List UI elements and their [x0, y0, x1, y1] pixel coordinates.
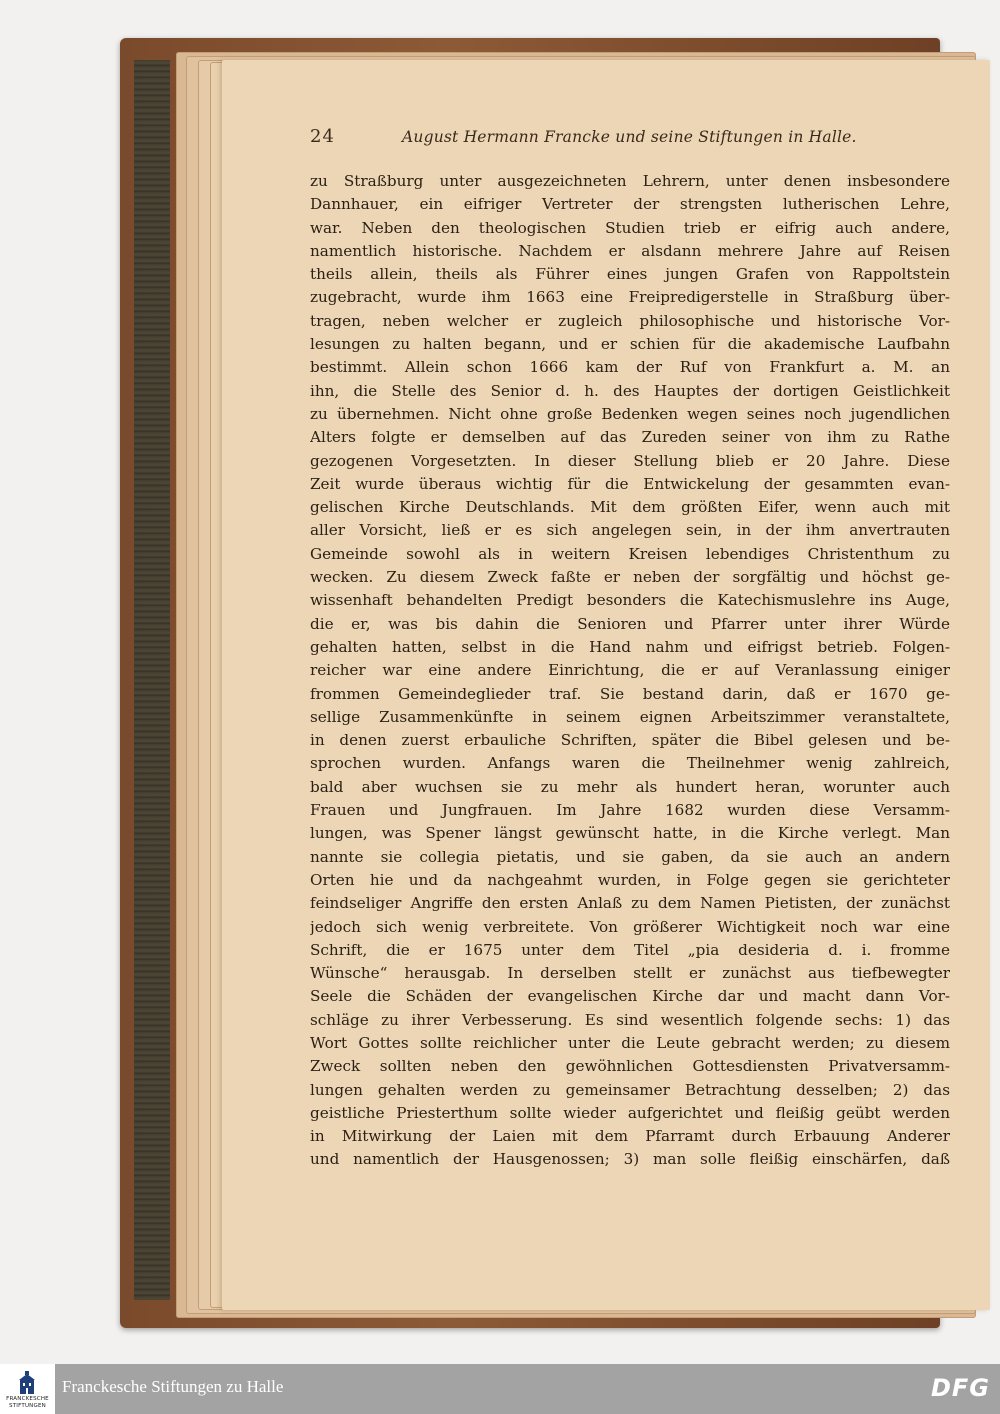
footer-bar	[0, 1364, 1000, 1414]
text-line: und namentlich der Hausgenossen; 3) man solle fleißig einschärfen, daß	[310, 1150, 950, 1169]
orphanage-icon	[17, 1370, 37, 1396]
text-line: theils allein, theils als Führer eines jungen Grafen von Rappoltstein	[310, 265, 950, 284]
text-line: bald aber wuchsen sie zu mehr als hundert heran, worunter auch	[310, 777, 950, 796]
text-line: tragen, neben welcher er zugleich philosophische und historische Vor-	[310, 311, 950, 330]
text-line: ihn, die Stelle des Senior d. h. des Hauptes der dortigen Geistlichkeit	[310, 381, 950, 400]
text-line: gehalten hatten, selbst in die Hand nahm und eifrigst betrieb. Folgen-	[310, 637, 950, 656]
text-line: Zeit wurde überaus wichtig für die Entwickelung der gesammten evan-	[310, 474, 950, 493]
text-line: Schrift, die er 1675 unter dem Titel „pia desideria d. i. fromme	[310, 940, 950, 959]
text-line: zu Straßburg unter ausgezeichneten Lehrern, unter denen insbesondere	[310, 172, 950, 190]
text-line: Frauen und Jungfrauen. Im Jahre 1682 wurden diese Versamm-	[310, 801, 950, 820]
text-line: bestimmt. Allein schon 1666 kam der Ruf von Frankfurt a. M. an	[310, 358, 950, 377]
institution-logo[interactable]	[0, 1364, 55, 1414]
text-line: Orten hie und da nachgeahmt wurden, in Folge gegen sie gerichteter	[310, 870, 950, 889]
text-line: jedoch sich wenig verbreitete. Von größerer Wichtigkeit noch war eine	[310, 917, 950, 936]
text-line: gezogenen Vorgesetzten. In dieser Stellung blieb er 20 Jahre. Diese	[310, 451, 950, 470]
text-line: wissenhaft behandelten Predigt besonders die Katechismuslehre ins Auge,	[310, 591, 950, 610]
logo-text: FRANCKESCHE STIFTUNGEN	[6, 1396, 49, 1409]
text-line: zu übernehmen. Nicht ohne große Bedenken wegen seines noch jugendlichen	[310, 404, 950, 423]
text-line: die er, was bis dahin die Senioren und Pfarrer unter ihrer Würde	[310, 614, 950, 633]
text-line: sellige Zusammenkünfte in seinem eignen Arbeitszimmer veranstaltete,	[310, 707, 950, 726]
page-number: 24	[310, 126, 335, 147]
text-line: wecken. Zu diesem Zweck faßte er neben der sorgfältig und höchst ge-	[310, 568, 950, 587]
text-line: Zweck sollten neben den gewöhnlichen Gottesdiensten Privatversamm-	[310, 1057, 950, 1076]
text-line: gelischen Kirche Deutschlands. Mit dem größten Eifer, wenn auch mit	[310, 498, 950, 517]
text-line: Alters folgte er demselben auf das Zureden seiner von ihm zu Rathe	[310, 428, 950, 447]
dfg-logo[interactable]: DFG	[930, 1374, 990, 1402]
text-line: lungen, was Spener längst gewünscht hatte, in die Kirche verlegt. Man	[310, 824, 950, 843]
text-line: geistliche Priesterthum sollte wieder aufgerichtet und fleißig geübt werden	[310, 1103, 950, 1122]
institution-name[interactable]: Franckesche Stiftungen zu Halle	[62, 1377, 284, 1396]
text-line: lungen gehalten werden zu gemeinsamer Betrachtung desselben; 2) das	[310, 1080, 950, 1099]
text-line: zugebracht, wurde ihm 1663 eine Freipredigerstelle in Straßburg über-	[310, 288, 950, 307]
text-line: reicher war eine andere Einrichtung, die er auf Veranlassung einiger	[310, 661, 950, 680]
text-line: namentlich historische. Nachdem er alsdann mehrere Jahre auf Reisen	[310, 241, 950, 260]
running-head	[310, 122, 950, 152]
text-line: sprochen wurden. Anfangs waren die Theilnehmer wenig zahlreich,	[310, 754, 950, 773]
text-line: schläge zu ihrer Verbesserung. Es sind wesentlich folgende sechs: 1) das	[310, 1010, 950, 1029]
text-line: Wort Gottes sollte reichlicher unter die Leute gebracht werden; zu diesem	[310, 1033, 950, 1052]
text-line: Wünsche“ herausgab. In derselben stellt er zunächst aus tiefbewegter	[310, 964, 950, 983]
text-line: Dannhauer, ein eifriger Vertreter der strengsten lutherischen Lehre,	[310, 195, 950, 214]
text-line: nannte sie collegia pietatis, und sie gaben, da sie auch an andern	[310, 847, 950, 866]
body-text	[310, 170, 950, 1172]
text-line: aller Vorsicht, ließ er es sich angelegen sein, in der ihm anvertrauten	[310, 521, 950, 540]
text-line: in Mitwirkung der Laien mit dem Pfarramt durch Erbauung Anderer	[310, 1127, 950, 1146]
running-head-title: August Hermann Francke und seine Stiftungen in Halle.	[402, 128, 857, 146]
text-line: Gemeinde sowohl als in weitern Kreisen lebendiges Christenthum zu	[310, 544, 950, 563]
text-line: frommen Gemeindeglieder traf. Sie bestand darin, daß er 1670 ge-	[310, 684, 950, 703]
book-spine	[134, 60, 170, 1300]
text-line: lesungen zu halten begann, und er schien für die akademische Laufbahn	[310, 335, 950, 354]
text-line: war. Neben den theologischen Studien trieb er eifrig auch andere,	[310, 218, 950, 237]
text-line: in denen zuerst erbauliche Schriften, später die Bibel gelesen und be-	[310, 731, 950, 750]
text-line: Seele die Schäden der evangelischen Kirche dar und macht dann Vor-	[310, 987, 950, 1006]
text-line: feindseliger Angriffe den ersten Anlaß zu dem Namen Pietisten, der zunächst	[310, 894, 950, 913]
